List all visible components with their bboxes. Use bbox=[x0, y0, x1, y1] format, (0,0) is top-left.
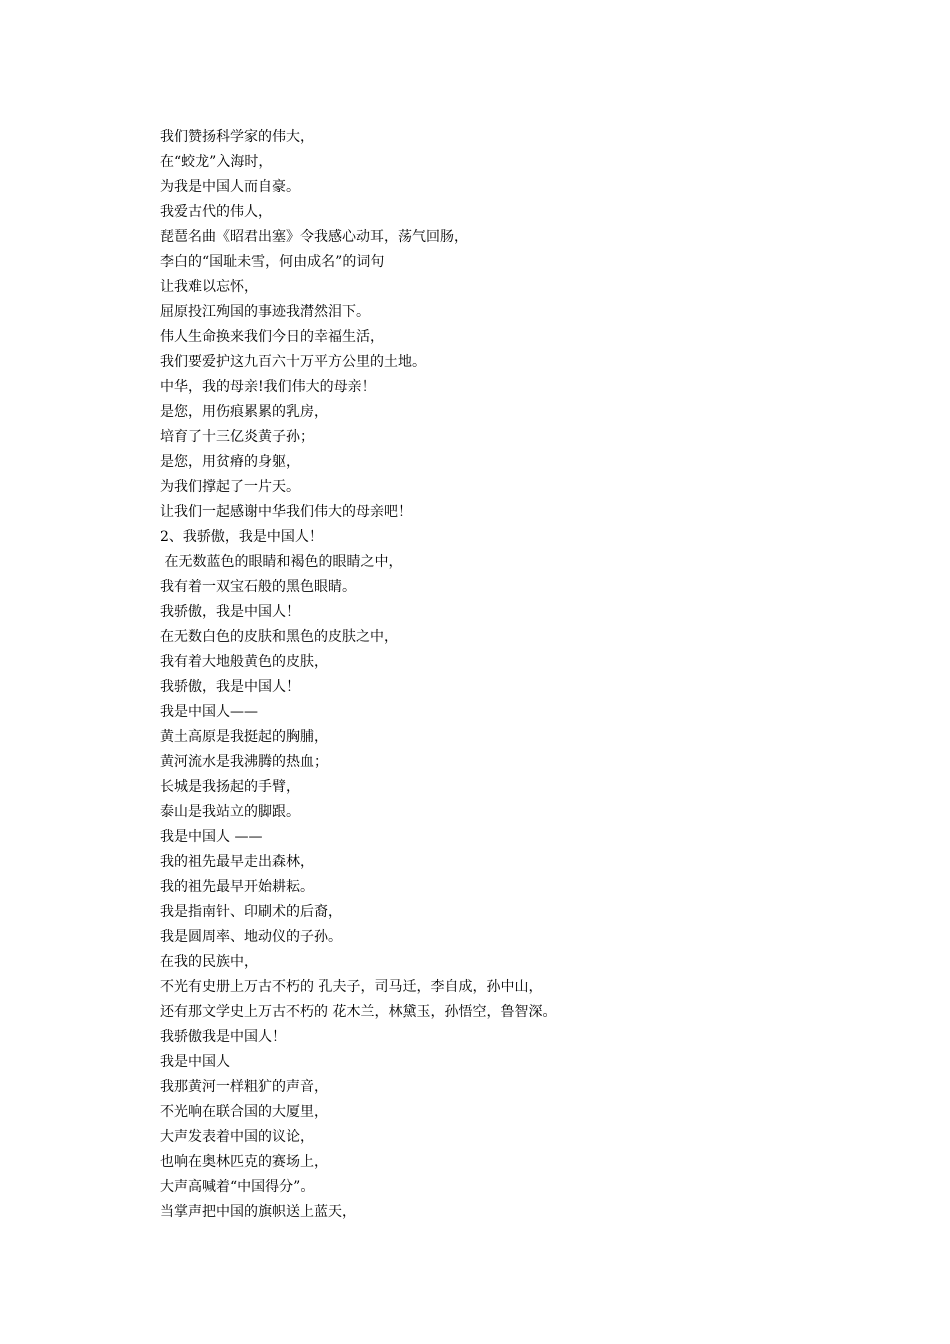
text-line: 培育了十三亿炎黄子孙； bbox=[160, 429, 314, 445]
text-line: 我们要爱护这九百六十万平方公里的土地。 bbox=[160, 354, 426, 370]
text-line: 我是圆周率、地动仪的子孙。 bbox=[160, 929, 342, 945]
text-line: 我是中国人 bbox=[160, 1054, 230, 1070]
text-line: 屈原投江殉国的事迹我潸然泪下。 bbox=[160, 304, 370, 320]
text-line: 我的祖先最早开始耕耘。 bbox=[160, 879, 314, 895]
text-line: 还有那文学史上万古不朽的 花木兰，林黛玉，孙悟空，鲁智深。 bbox=[160, 1004, 557, 1020]
text-line: 伟人生命换来我们今日的幸福生活， bbox=[160, 329, 384, 345]
text-line: 不光响在联合国的大厦里， bbox=[160, 1104, 328, 1120]
text-line: 我的祖先最早走出森林， bbox=[160, 854, 314, 870]
text-line: 在“蛟龙”入海时， bbox=[160, 154, 273, 170]
text-line: 我是中国人 —— bbox=[160, 829, 263, 845]
text-line: 大声发表着中国的议论， bbox=[160, 1129, 314, 1145]
text-line: 泰山是我站立的脚跟。 bbox=[160, 804, 300, 820]
text-line: 琵琶名曲《昭君出塞》令我感心动耳，荡气回肠， bbox=[160, 229, 468, 245]
text-line: 李白的“国耻未雪，何由成名”的词句 bbox=[160, 254, 385, 270]
text-line: 黄土高原是我挺起的胸脯， bbox=[160, 729, 328, 745]
text-line: 我有着大地般黄色的皮肤， bbox=[160, 654, 328, 670]
text-line: 我是指南针、印刷术的后裔， bbox=[160, 904, 342, 920]
text-line: 让我难以忘怀， bbox=[160, 279, 258, 295]
text-line: 大声高喊着“中国得分”。 bbox=[160, 1179, 315, 1195]
text-line: 是您，用伤痕累累的乳房， bbox=[160, 404, 328, 420]
text-line: 为我们撑起了一片天。 bbox=[160, 479, 300, 495]
text-line: 我骄傲，我是中国人！ bbox=[160, 679, 300, 695]
text-line: 中华，我的母亲!我们伟大的母亲！ bbox=[160, 379, 376, 395]
text-line: 我骄傲，我是中国人！ bbox=[160, 604, 300, 620]
text-line: 当掌声把中国的旗帜送上蓝天， bbox=[160, 1204, 356, 1220]
text-line: 是您，用贫瘠的身躯， bbox=[160, 454, 300, 470]
text-line: 我是中国人—— bbox=[160, 704, 258, 720]
text-line: 2、我骄傲，我是中国人！ bbox=[160, 529, 323, 545]
text-line: 我骄傲我是中国人！ bbox=[160, 1029, 286, 1045]
poem-text-block bbox=[160, 125, 860, 1225]
text-line: 也响在奥林匹克的赛场上， bbox=[160, 1154, 328, 1170]
text-line: 为我是中国人而自豪。 bbox=[160, 179, 300, 195]
text-line: 我们赞扬科学家的伟大， bbox=[160, 129, 314, 145]
text-line: 让我们一起感谢中华我们伟大的母亲吧！ bbox=[160, 504, 412, 520]
text-line: 在无数白色的皮肤和黑色的皮肤之中， bbox=[160, 629, 398, 645]
text-line: 黄河流水是我沸腾的热血； bbox=[160, 754, 328, 770]
text-line: 不光有史册上万古不朽的 孔夫子，司马迁，李自成，孙中山， bbox=[160, 979, 543, 995]
text-line: 我爱古代的伟人， bbox=[160, 204, 272, 220]
text-line: 我那黄河一样粗犷的声音， bbox=[160, 1079, 328, 1095]
text-line: 在无数蓝色的眼睛和褐色的眼睛之中， bbox=[160, 554, 403, 570]
text-line: 我有着一双宝石般的黑色眼睛。 bbox=[160, 579, 356, 595]
text-line: 在我的民族中， bbox=[160, 954, 258, 970]
text-line: 长城是我扬起的手臂， bbox=[160, 779, 300, 795]
